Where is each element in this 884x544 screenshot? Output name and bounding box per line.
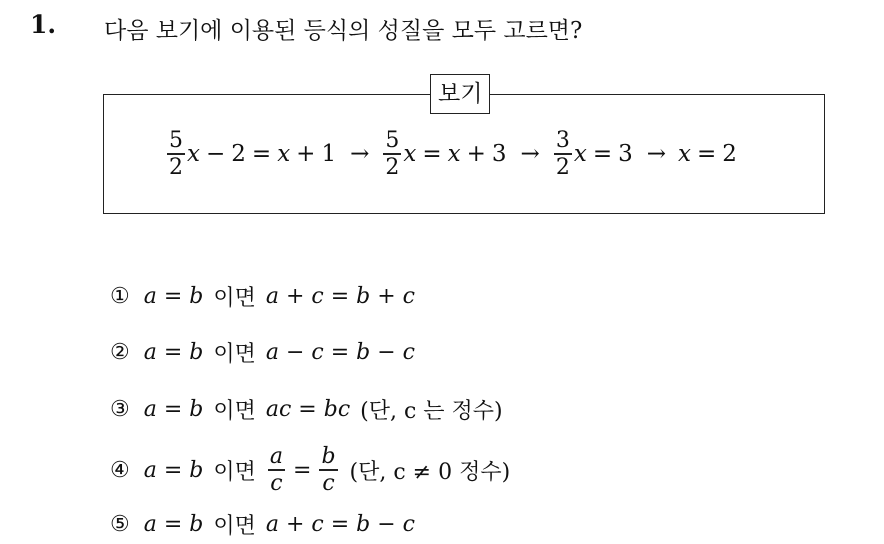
option-condition: a = b	[143, 396, 204, 422]
option-3[interactable]	[110, 389, 503, 429]
option-condition: a = b	[143, 339, 204, 365]
fraction	[268, 445, 285, 494]
fraction	[167, 129, 185, 178]
operator: −	[205, 141, 226, 167]
fraction-numerator: 5	[385, 128, 400, 154]
question-number: 1.	[30, 10, 57, 39]
fraction-denominator: c	[270, 470, 283, 496]
option-4[interactable]	[110, 446, 510, 494]
equals-sign: =	[697, 141, 717, 167]
equation-sequence	[165, 124, 737, 184]
option-condition: a = b	[143, 511, 204, 537]
fraction-denominator: 2	[169, 154, 183, 180]
option-marker: ③	[110, 396, 130, 422]
fraction-numerator: 3	[555, 128, 570, 154]
number: 3	[618, 141, 633, 167]
fraction	[554, 129, 572, 178]
fraction-numerator: a	[269, 444, 283, 470]
option-condition: a = b	[143, 283, 204, 309]
option-connector: 이면	[213, 341, 256, 367]
equals-sign: =	[592, 141, 613, 167]
fraction	[319, 445, 337, 494]
option-result: a − c = b − c	[265, 339, 415, 365]
arrow-icon: →	[646, 141, 667, 167]
option-connector: 이면	[213, 459, 256, 485]
fraction	[383, 129, 401, 178]
option-connector: 이면	[213, 285, 256, 311]
option-5[interactable]	[110, 504, 415, 544]
option-condition: a = b	[143, 457, 204, 483]
variable: x	[447, 141, 461, 167]
question-text: 다음 보기에 이용된 등식의 성질을 모두 고르면?	[104, 18, 583, 44]
arrow-icon: →	[350, 141, 370, 167]
number: 1	[321, 141, 337, 167]
variable: x	[187, 141, 200, 167]
option-2[interactable]	[110, 332, 415, 372]
option-1[interactable]	[110, 276, 415, 316]
fraction-denominator: 2	[555, 154, 570, 180]
number: 2	[722, 141, 737, 167]
option-result: a + c = b − c	[265, 511, 415, 537]
option-connector: 이면	[213, 398, 256, 424]
variable: x	[573, 141, 587, 167]
equals-sign: =	[293, 457, 312, 483]
fraction-denominator: c	[322, 470, 335, 496]
option-marker: ⑤	[110, 511, 130, 537]
fraction-numerator: 5	[169, 128, 183, 154]
number: 2	[231, 141, 246, 167]
fraction-denominator: 2	[385, 154, 400, 180]
option-connector: 이면	[213, 513, 256, 539]
option-marker: ④	[110, 457, 130, 483]
number: 3	[491, 141, 507, 167]
option-marker: ①	[110, 283, 130, 309]
variable: x	[678, 141, 691, 167]
equals-sign: =	[251, 141, 272, 167]
option-result: ac = bc	[265, 396, 351, 422]
fraction-numerator: b	[321, 444, 336, 470]
operator: +	[466, 141, 486, 167]
arrow-icon: →	[520, 141, 540, 167]
option-marker: ②	[110, 339, 130, 365]
variable: x	[277, 141, 291, 167]
variable: x	[403, 141, 417, 167]
option-note: (단, c ≠ 0 정수)	[349, 459, 511, 485]
operator: +	[296, 141, 316, 167]
option-note: (단, c 는 정수)	[360, 398, 503, 424]
option-result: a + c = b + c	[265, 283, 415, 309]
equals-sign: =	[422, 141, 442, 167]
example-box-title: 보기	[430, 74, 490, 114]
